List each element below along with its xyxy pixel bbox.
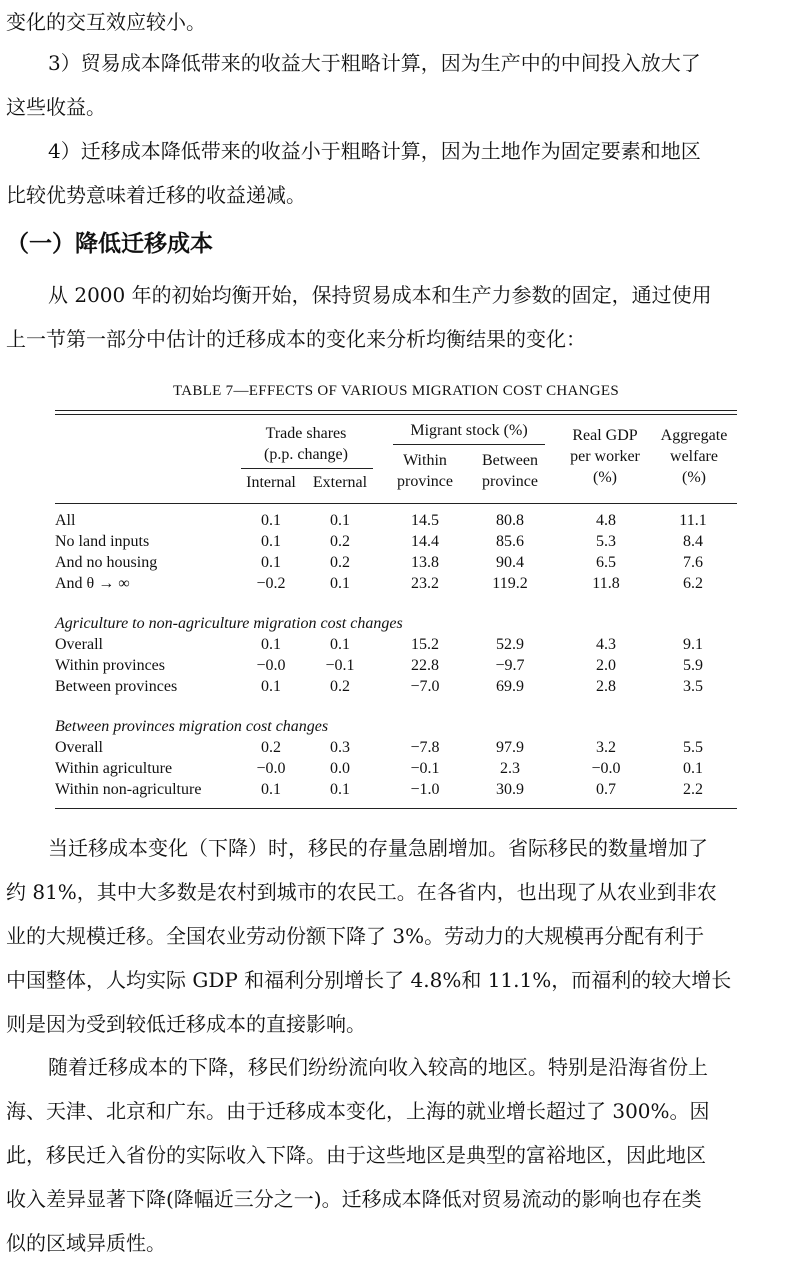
table-cell: 0.7 [596,781,616,798]
table-cell: 30.9 [496,781,524,798]
table-cell: 6.2 [683,575,703,592]
table-row [55,737,737,758]
table-cell: 90.4 [496,554,524,571]
table-cell: 2.0 [596,657,616,674]
table-cell: 69.9 [496,678,524,695]
table-cell: 52.9 [496,636,524,653]
header-aggregate: Aggregate [660,427,728,444]
table-row [55,758,737,779]
text-line: 这些收益。 [6,95,106,119]
section-heading: （一）降低迁移成本 [6,231,213,257]
table-cell: 97.9 [496,739,524,756]
table-cell: 22.8 [411,657,439,674]
table-cell: 2.8 [596,678,616,695]
table-row [55,655,737,676]
paragraph-1 [6,826,782,1046]
text-line: 随着迁移成本的下降，移民们纷纷流向收入较高的地区。特别是沿海省份上 [48,1055,708,1079]
row-label: Within non-agriculture [55,781,202,798]
header-rule [241,468,373,469]
table-cell: 23.2 [411,575,439,592]
text-line: 3）贸易成本降低带来的收益大于粗略计算，因为生产中的中间投入放大了 [48,51,701,75]
table-cell: 13.8 [411,554,439,571]
table-body [55,504,737,800]
table-cell: 14.5 [411,512,439,529]
table-row [55,552,737,573]
table-cell: −7.0 [410,678,440,695]
paragraph-2 [6,1045,782,1265]
item-3-paragraph [6,41,782,129]
table-row [55,531,737,552]
table-cell: −1.0 [410,781,440,798]
group-3-title: Between provinces migration cost changes [55,718,329,735]
header-internal: Internal [246,474,296,491]
text-line: 约 81%，其中大多数是农村到城市的农民工。在各省内，也出现了从农业到非农 [6,880,717,904]
table-cell: 0.0 [330,760,350,777]
table-cell: 14.4 [411,533,439,550]
table-cell: 3.2 [596,739,616,756]
table-cell: 0.1 [261,636,281,653]
results-table [55,380,737,809]
row-label: No land inputs [55,533,150,550]
table-cell: 5.5 [683,739,703,756]
table-cell: −9.7 [495,657,525,674]
table-row [55,676,737,697]
table-cell: 0.3 [330,739,350,756]
table-caption: TABLE 7—EFFECTS OF VARIOUS MIGRATION COST CHANGES [172,383,620,399]
table-cell: 0.1 [261,554,281,571]
text-line: 中国整体，人均实际 GDP 和福利分别增长了 4.8%和 11.1%，而福利的较大增长 [6,968,732,992]
intro-paragraph [6,273,782,361]
header-external: External [312,474,368,491]
text-line: 收入差异显著下降(降幅近三分之一)。迁移成本降低对贸易流动的影响也存在类 [6,1187,702,1211]
table-cell: −0.1 [410,760,440,777]
table-cell: 5.9 [683,657,703,674]
table-cell: 15.2 [411,636,439,653]
row-label: Overall [55,739,103,756]
text-line: 业的大规模迁移。全国农业劳动份额下降了 3%。劳动力的大规模再分配有利于 [6,924,705,948]
table-cell: −7.8 [410,739,440,756]
table-cell: 80.8 [496,512,524,529]
text-line: 似的区域异质性。 [6,1231,166,1255]
table-cell: 2.2 [683,781,703,798]
table-cell: −0.2 [256,575,286,592]
table-header [55,415,737,503]
text-line: 当迁移成本变化（下降）时，移民的存量急剧增加。省际移民的数量增加了 [48,836,708,860]
header-province-2: province [482,473,538,490]
table-cell: 0.2 [261,739,281,756]
header-migrant-stock: Migrant stock (%) [410,422,528,439]
header-trade-shares: Trade shares [265,425,347,442]
text-line: 则是因为受到较低迁移成本的直接影响。 [6,1012,366,1036]
text-line: 比较优势意味着迁移的收益递减。 [6,183,306,207]
table-cell: 0.1 [330,636,350,653]
table-cell: 0.1 [330,575,350,592]
header-per-worker: per worker [570,448,640,465]
table-cell: −0.1 [325,657,355,674]
table-row [55,634,737,655]
table-cell: 11.1 [679,512,707,529]
table-cell: −0.0 [256,760,286,777]
table-cell: −0.0 [591,760,621,777]
table-cell: 0.1 [261,533,281,550]
table-group-1 [55,510,737,594]
table-cell: 4.8 [596,512,616,529]
table-cell: 0.1 [261,678,281,695]
header-within: Within [403,452,447,469]
row-label: Overall [55,636,103,653]
table-cell: 0.2 [330,554,350,571]
table-cell: 0.1 [330,781,350,798]
row-label: And no housing [55,554,158,571]
header-between: Between [482,452,538,469]
table-cell: 8.4 [683,533,703,550]
table-bottom-rule [55,808,737,809]
header-welfare-unit: (%) [682,469,706,486]
table-cell: 0.1 [261,781,281,798]
text-line: 海、天津、北京和广东。由于迁移成本变化，上海的就业增长超过了 300%。因 [6,1099,710,1123]
table-cell: 0.1 [330,512,350,529]
text-line: 4）迁移成本降低带来的收益小于粗略计算，因为土地作为固定要素和地区 [48,139,701,163]
text-line: 上一节第一部分中估计的迁移成本的变化来分析均衡结果的变化： [6,327,586,351]
table-cell: 0.2 [330,678,350,695]
header-gdp-unit: (%) [593,469,617,486]
table-cell: 0.1 [261,512,281,529]
row-label: And θ → ∞ [55,575,130,592]
header-rule [393,444,545,445]
row-label: Within provinces [55,657,165,674]
row-label: Between provinces [55,678,178,695]
text-line: 此，移民迁入省份的实际收入下降。由于这些地区是典型的富裕地区，因此地区 [6,1143,706,1167]
table-group-2 [55,634,737,697]
table-cell: 6.5 [596,554,616,571]
table-row [55,779,737,800]
table-cell: 2.3 [500,760,520,777]
top-paragraph [6,0,782,44]
text-line: 从 2000 年的初始均衡开始，保持贸易成本和生产力参数的固定，通过使用 [48,283,712,307]
table-cell: 85.6 [496,533,524,550]
header-real-gdp: Real GDP [572,427,638,444]
table-cell: 0.2 [330,533,350,550]
table-cell: 0.1 [683,760,703,777]
row-label: Within agriculture [55,760,173,777]
header-welfare: welfare [670,448,718,465]
table-cell: 4.3 [596,636,616,653]
group-2-title: Agriculture to non-agriculture migration cost changes [55,615,403,632]
table-cell: 3.5 [683,678,703,695]
table-row [55,510,737,531]
header-pp-change: (p.p. change) [264,446,348,463]
text-line: 变化的交互效应较小。 [6,10,206,34]
table-row [55,573,737,594]
table-cell: 119.2 [492,575,528,592]
table-group-3 [55,737,737,800]
table-cell: 11.8 [592,575,620,592]
item-4-paragraph [6,129,782,217]
row-label: All [55,512,76,529]
table-cell: 7.6 [683,554,703,571]
table-cell: 5.3 [596,533,616,550]
header-province-1: province [397,473,453,490]
table-cell: −0.0 [256,657,286,674]
table-cell: 9.1 [683,636,703,653]
